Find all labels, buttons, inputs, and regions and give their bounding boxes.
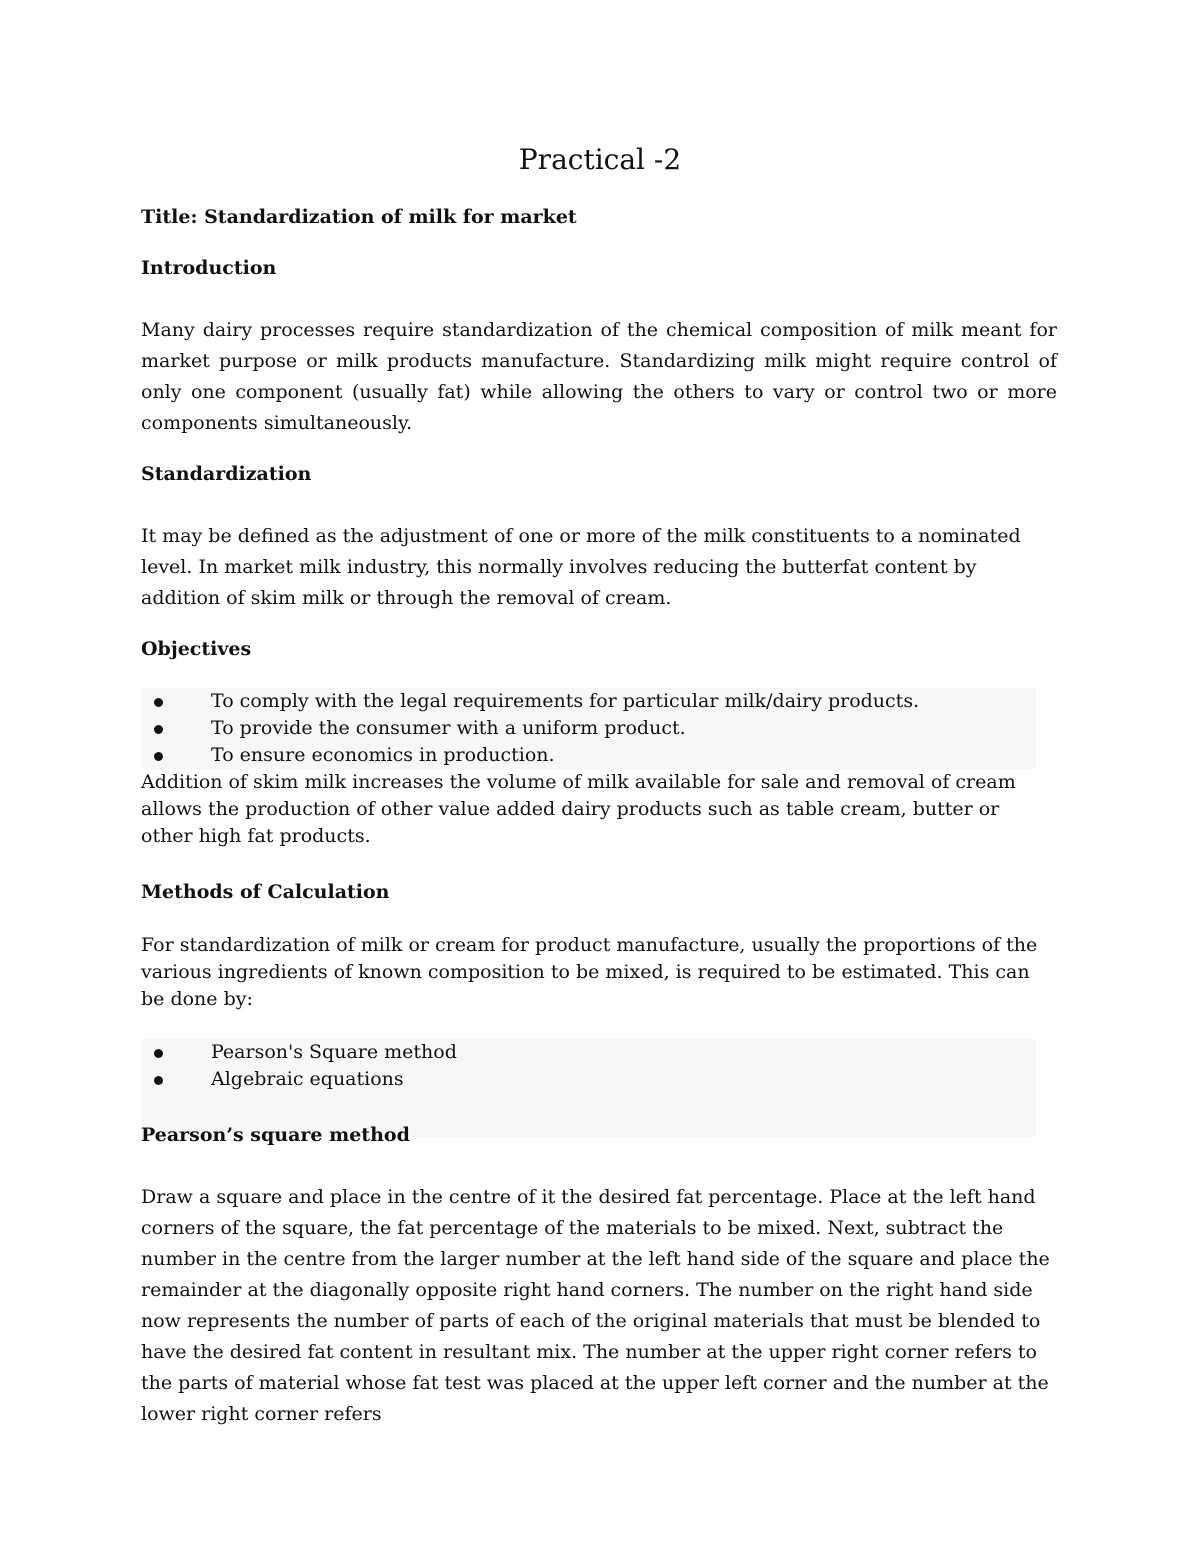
methods-paragraph: For standardization of milk or cream for product manufacture, usually the proportions of the various ingredients of known composition to be mixed, is required to be estimated. This can be done by: (141, 934, 1038, 1010)
document-subtitle: Title: Standardization of milk for market (141, 206, 577, 228)
list-item-text: Pearson's Square method (211, 1041, 457, 1063)
list-item (141, 715, 1036, 742)
objectives-heading: Objectives (141, 638, 252, 660)
list-item (141, 1066, 1036, 1093)
bullet-icon (154, 752, 163, 761)
page-title: Practical -2 (518, 143, 682, 176)
bullet-icon (154, 725, 163, 734)
introduction-heading: Introduction (141, 257, 277, 279)
methods-heading: Methods of Calculation (141, 881, 390, 903)
objectives-list (141, 688, 1036, 769)
bullet-icon (154, 1049, 163, 1058)
list-item (141, 688, 1036, 715)
list-item-text: To comply with the legal requirements for particular milk/dairy products. (211, 690, 920, 712)
list-item-text: Algebraic equations (211, 1068, 404, 1090)
list-item-text: To ensure economics in production. (211, 744, 555, 766)
bullet-icon (154, 1076, 163, 1085)
pearson-heading: Pearson’s square method (141, 1124, 410, 1146)
list-item (141, 1039, 1036, 1066)
standardization-paragraph: It may be defined as the adjustment of one or more of the milk constituents to a nominated level. In market milk industry, this normally involves reducing the butterfat content by addition of skim milk or through the removal of cream. (141, 525, 1021, 609)
bullet-icon (154, 698, 163, 707)
introduction-paragraph: Many dairy processes require standardization of the chemical composition of milk meant for market purpose or milk products manufacture. Standardizing milk might require control of only one component (usually fat) while allowing the others to vary or control two or more components simultaneously. (141, 319, 1057, 434)
pearson-paragraph: Draw a square and place in the centre of it the desired fat percentage. Place at the left hand corners of the square, the fat percentage of the materials to be mixed. Next, subtract the number in the centre from the larger number at the left hand side of the square and place the remainder at the diagonally opposite right hand corners. The number on the right hand side now represents the number of parts of each of the original materials that must be blended to have the desired fat content in resultant mix. The number at the upper right corner refers to the parts of material whose fat test was placed at the upper left corner and the number at the lower right corner refers (141, 1186, 1050, 1425)
list-item (141, 742, 1036, 769)
list-item-text: To provide the consumer with a uniform product. (211, 717, 686, 739)
standardization-heading: Standardization (141, 463, 312, 485)
objectives-followup-paragraph: Addition of skim milk increases the volume of milk available for sale and removal of cream allows the production of other value added dairy products such as table cream, butter or other high fat products. (141, 771, 1016, 847)
